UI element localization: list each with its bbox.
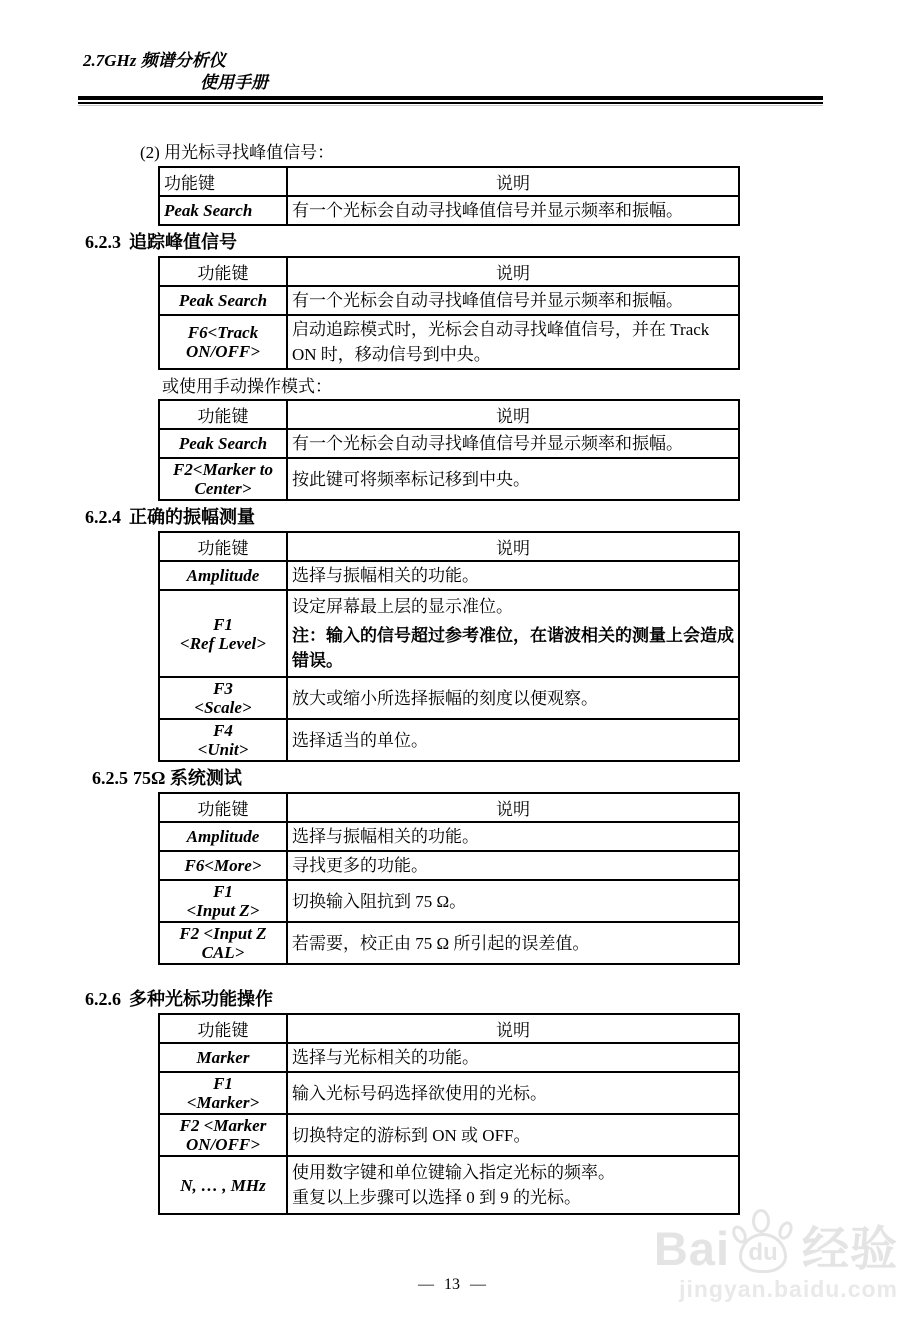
table-row [159,880,739,922]
table-row [159,458,739,500]
key-line: <Input Z> [186,901,260,920]
key-line: F2 <Marker [179,1116,267,1135]
description-cell: 按此键可将频率标记移到中央。 [287,458,739,500]
description-cell: 有一个光标会自动寻找峰值信号并显示频率和振幅。 [287,429,739,458]
function-key-cell: F6<More> [159,851,287,880]
description-cell: 启动追踪模式时，光标会自动寻找峰值信号，并在 Track ON 时，移动信号到中央。 [287,315,739,369]
key-line: F6<Track [187,323,259,342]
function-key-cell [159,677,287,719]
function-key-cell: Amplitude [159,561,287,590]
function-key-cell: Peak Search [159,196,287,225]
function-key-cell [159,590,287,677]
column-header-description: 说明 [287,257,739,286]
header-rule-thick [78,96,823,100]
column-header-description: 说明 [287,532,739,561]
key-line: CAL> [201,943,245,962]
table-row [159,315,739,369]
key-line: F3 [213,679,233,698]
paw-toe-icon [752,1209,770,1233]
key-line: ON/OFF> [186,342,260,361]
baidu-paw-icon [732,1209,794,1273]
table-row [159,719,739,761]
table-header-row [159,257,739,286]
description-cell: 有一个光标会自动寻找峰值信号并显示频率和振幅。 [287,286,739,315]
key-line: <Scale> [194,698,252,717]
baidu-jingyan-watermark [654,1209,898,1302]
table-row [159,1043,739,1072]
table-row [159,851,739,880]
watermark-url: jingyan.baidu.com [679,1276,898,1302]
header-rule-shadow [78,105,823,106]
table-row [159,590,739,677]
description-cell: 输入光标号码选择欲使用的光标。 [287,1072,739,1114]
description-cell: 选择与振幅相关的功能。 [287,822,739,851]
function-key-cell: Peak Search [159,286,287,315]
column-header-function-key: 功能键 [159,532,287,561]
column-header-description: 说明 [287,1014,739,1043]
doc-title: 2.7GHz 频谱分析仪 [83,51,226,70]
function-key-cell [159,458,287,500]
table-header-row [159,1014,739,1043]
description-line: 设定屏幕最上层的显示准位。 [292,597,513,616]
key-line: Center> [194,479,252,498]
document-page [0,50,904,1330]
function-key-cell [159,1072,287,1114]
key-line: F2<Marker to [173,460,273,479]
section-number: 6.2.6 [85,989,121,1009]
key-line: F1 [213,1074,233,1093]
column-header-description: 说明 [287,793,739,822]
function-key-cell [159,922,287,964]
key-line: F1 [213,882,233,901]
baidu-logo-cn-text: 经验 [802,1222,898,1275]
header-rule-thin [78,102,823,104]
table-row [159,196,739,225]
function-key-cell: Marker [159,1043,287,1072]
table-row [159,561,739,590]
description-line: 重复以上步骤可以选择 0 到 9 的光标。 [292,1188,581,1207]
description-line: 使用数字键和单位键输入指定光标的频率。 [292,1163,615,1182]
table-header-row [159,532,739,561]
table-row [159,1072,739,1114]
function-table-5 [158,792,740,965]
description-cell: 选择与光标相关的功能。 [287,1043,739,1072]
description-cell: 选择与振幅相关的功能。 [287,561,739,590]
key-line: F4 [213,721,233,740]
section-number: 6.2.4 [85,507,121,527]
function-table-4 [158,531,740,762]
column-header-function-key: 功能键 [159,400,287,429]
column-header-description: 说明 [287,167,739,196]
section-number: 6.2.5 [92,768,128,788]
description-cell: 切换特定的游标到 ON 或 OFF。 [287,1114,739,1156]
table-header-row [159,400,739,429]
table-row [159,822,739,851]
section-heading-6-2-5 [92,766,904,790]
section-number: 6.2.3 [85,232,121,252]
column-header-description: 说明 [287,400,739,429]
description-cell: 切换输入阻抗到 75 Ω。 [287,880,739,922]
paw-pad [739,1233,787,1273]
table-header-row [159,167,739,196]
section-heading-6-2-4 [85,505,904,529]
paw-pad-text: du [748,1239,778,1266]
table-row [159,922,739,964]
table-row [159,286,739,315]
function-table-6 [158,1013,740,1215]
function-key-cell [159,1114,287,1156]
table-row [159,429,739,458]
description-cell: 寻找更多的功能。 [287,851,739,880]
function-table-3 [158,399,740,501]
list-item-marker-search: (2) 用光标寻找峰值信号： [140,143,335,162]
section-heading-6-2-3 [85,230,904,254]
description-cell: 放大或缩小所选择振幅的刻度以便观察。 [287,677,739,719]
description-cell [287,590,739,677]
description-cell [287,1156,739,1214]
section-title: 追踪峰值信号 [129,232,237,252]
function-key-cell [159,719,287,761]
key-line: <Ref Level> [180,633,266,653]
key-line: <Unit> [197,740,249,759]
page-header [0,50,904,106]
function-key-cell [159,880,287,922]
table-row [159,1114,739,1156]
function-key-cell: Peak Search [159,429,287,458]
function-key-cell [159,315,287,369]
table-row [159,1156,739,1214]
description-cell: 有一个光标会自动寻找峰值信号并显示频率和振幅。 [287,196,739,225]
section-title: 75Ω 系统测试 [133,768,242,788]
column-header-function-key: 功能键 [159,793,287,822]
function-key-cell: Amplitude [159,822,287,851]
footer-dash-left: — [418,1276,434,1293]
key-line: F2 <Input Z [179,924,267,943]
function-key-cell: N, … , MHz [159,1156,287,1214]
page-number: 13 [444,1276,460,1293]
section-heading-6-2-6 [85,987,904,1011]
doc-subtitle: 使用手册 [200,73,268,92]
footer-dash-right: — [470,1276,486,1293]
baidu-logo-text: Bai [653,1222,730,1275]
header-rule [78,96,823,106]
column-header-function-key: 功能键 [159,257,287,286]
manual-mode-line: 或使用手动操作模式： [162,377,332,396]
baidu-logo [654,1209,898,1273]
function-table-2 [158,256,740,370]
column-header-function-key: 功能键 [159,167,287,196]
table-row [159,677,739,719]
key-line: <Marker> [186,1093,260,1112]
key-line: F1 [213,614,233,634]
function-table-1 [158,166,740,226]
table-header-row [159,793,739,822]
note-text: 注：输入的信号超过参考准位，在谐波相关的测量上会造成错误。 [292,626,734,670]
key-line: ON/OFF> [186,1135,260,1154]
section-title: 多种光标功能操作 [129,989,273,1009]
description-cell: 选择适当的单位。 [287,719,739,761]
description-cell: 若需要，校正由 75 Ω 所引起的误差值。 [287,922,739,964]
section-title: 正确的振幅测量 [129,507,255,527]
column-header-function-key: 功能键 [159,1014,287,1043]
